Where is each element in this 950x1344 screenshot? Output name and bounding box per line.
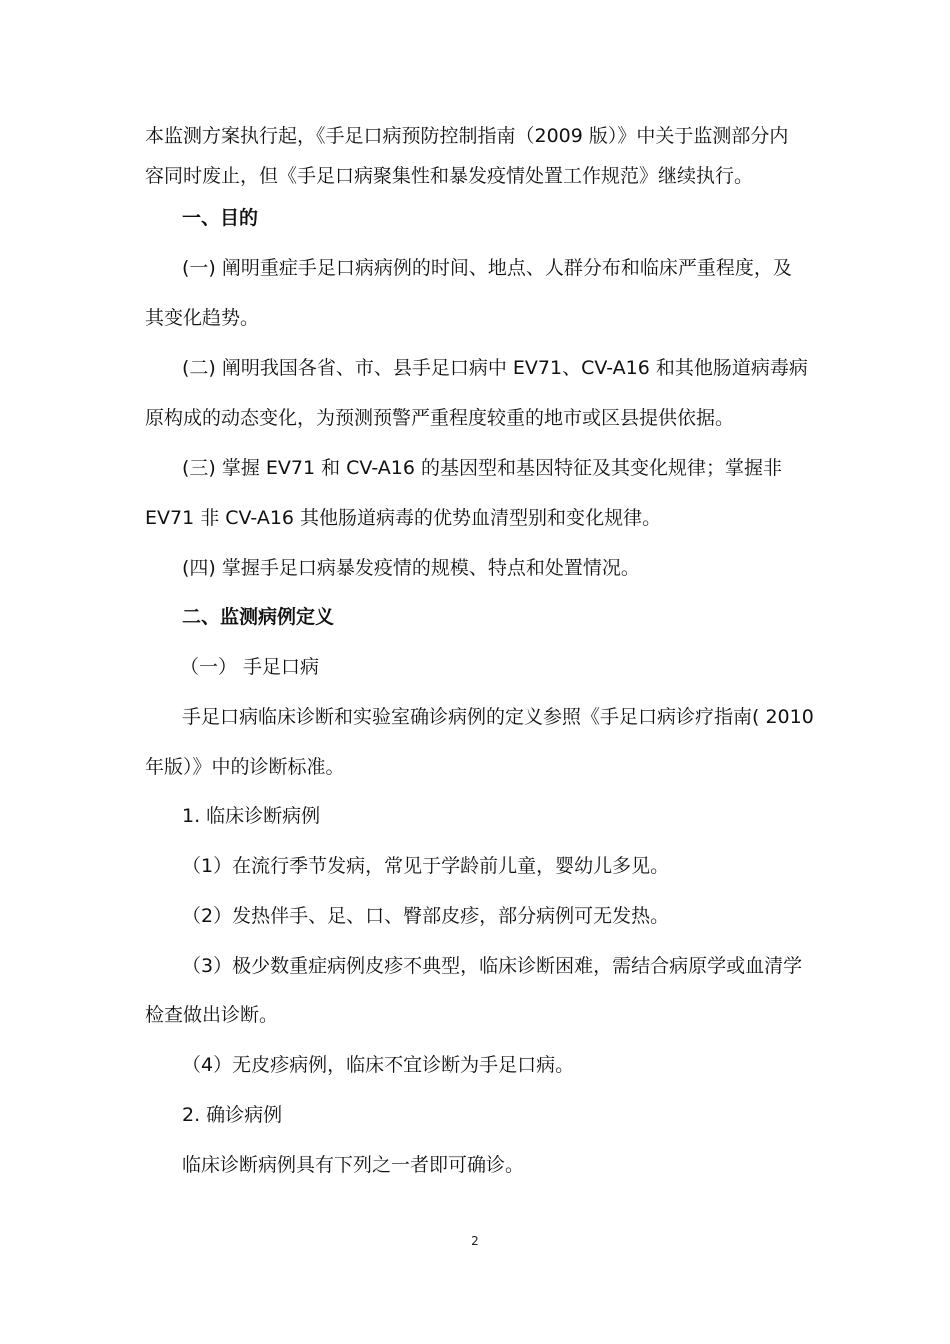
paragraph-line: 原构成的动态变化，为预测预警严重程度较重的地市或区县提供依据。: [145, 407, 735, 429]
paragraph-line: 本监测方案执行起，《手足口病预防控制指南（2009 版）》中关于监测部分内: [145, 125, 789, 147]
paragraph-line: (四) 掌握手足口病暴发疫情的规模、特点和处置情况。: [182, 557, 640, 579]
list-item: （3）极少数重症病例皮疹不典型，临床诊断困难，需结合病原学或血清学: [182, 955, 803, 977]
section-heading: 二、监测病例定义: [182, 606, 335, 628]
list-heading: 1. 临床诊断病例: [182, 805, 321, 827]
paragraph-line: 手足口病临床诊断和实验室确诊病例的定义参照《手足口病诊疗指南( 2010: [182, 706, 814, 728]
list-item: （4）无皮疹病例，临床不宜诊断为手足口病。: [182, 1054, 575, 1076]
list-item: （2）发热伴手、足、口、臀部皮疹，部分病例可无发热。: [182, 905, 670, 927]
list-item-continuation: 检查做出诊断。: [145, 1004, 279, 1026]
page-number: 2: [471, 1234, 479, 1248]
section-heading: 一、目的: [182, 207, 259, 229]
paragraph-line: (二) 阐明我国各省、市、县手足口病中 EV71、CV-A16 和其他肠道病毒病: [182, 357, 808, 379]
paragraph-line: 年版）》中的诊断标准。: [145, 756, 345, 778]
list-item: （1）在流行季节发病，常见于学龄前儿童，婴幼儿多见。: [182, 855, 670, 877]
paragraph-line: 临床诊断病例具有下列之一者即可确诊。: [182, 1154, 525, 1176]
paragraph-line: 其变化趋势。: [145, 307, 260, 329]
subsection-heading: （一） 手足口病: [180, 656, 320, 678]
paragraph-line: 容同时废止，但《手足口病聚集性和暴发疫情处置工作规范》继续执行。: [145, 165, 754, 187]
list-heading: 2. 确诊病例: [182, 1104, 283, 1126]
paragraph-line: (一) 阐明重症手足口病病例的时间、地点、人群分布和临床严重程度，及: [182, 257, 792, 279]
paragraph-line: (三) 掌握 EV71 和 CV-A16 的基因型和基因特征及其变化规律；掌握非: [182, 457, 782, 479]
paragraph-line: EV71 非 CV-A16 其他肠道病毒的优势血清型别和变化规律。: [145, 507, 662, 529]
